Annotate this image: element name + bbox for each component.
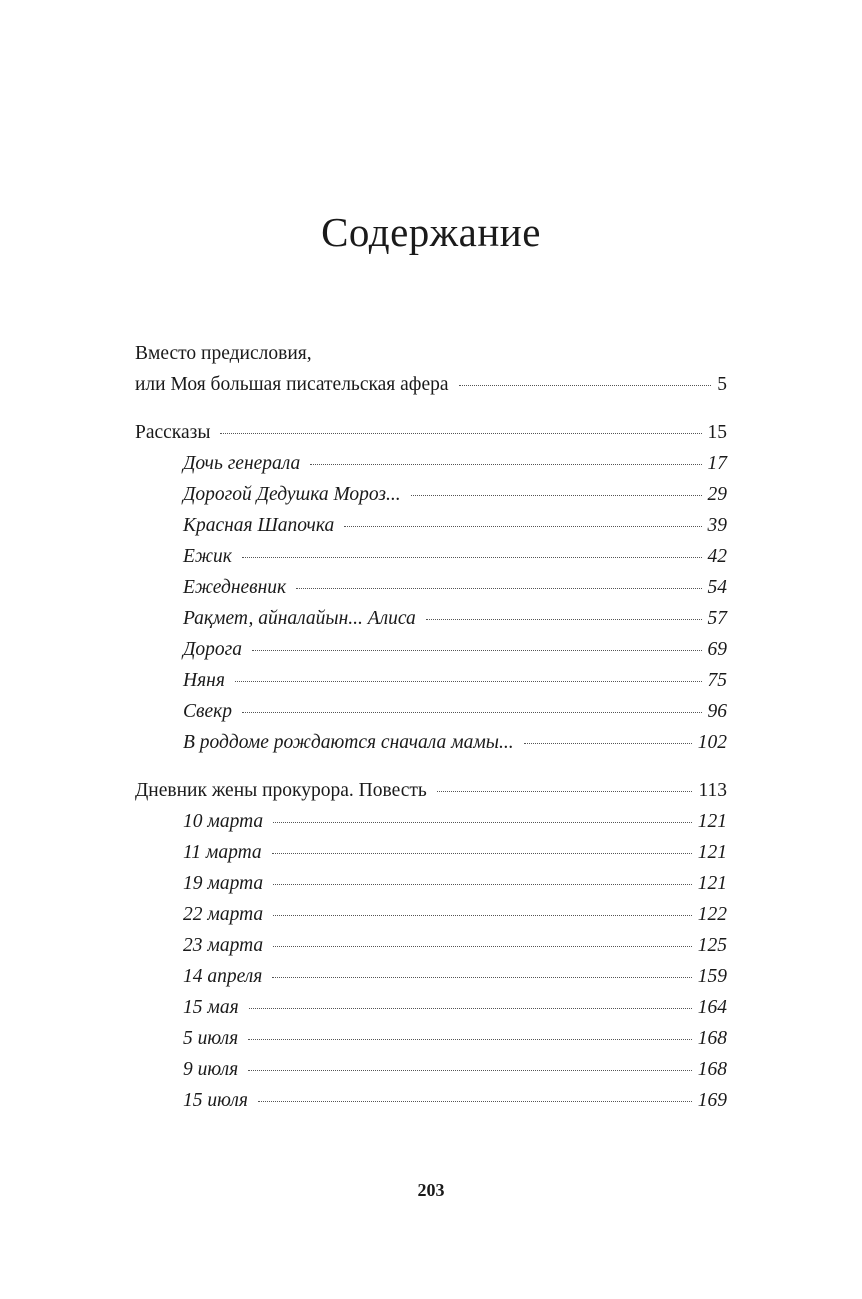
toc-entry[interactable] xyxy=(135,515,727,546)
toc-entry[interactable] xyxy=(135,701,727,732)
toc-intro-line2[interactable] xyxy=(135,374,727,405)
toc-entry[interactable] xyxy=(135,608,727,639)
dot-leader xyxy=(272,977,691,978)
toc-entry[interactable] xyxy=(135,577,727,608)
section-gap xyxy=(135,405,727,422)
toc-section-stories[interactable] xyxy=(135,422,727,453)
toc-page-number: 69 xyxy=(707,639,727,660)
toc-entry[interactable] xyxy=(135,997,727,1028)
toc-intro-label-line1: Вместо предисловия, xyxy=(135,343,312,364)
toc-section-label: Дневник жены прокурора. Повесть xyxy=(135,780,427,801)
toc-entry-label: 5 июля xyxy=(183,1028,239,1049)
toc-page-number: 75 xyxy=(707,670,727,691)
toc-page-number: 125 xyxy=(697,935,727,956)
toc-page-number: 39 xyxy=(707,515,727,536)
toc-entry-label: 23 марта xyxy=(183,935,264,956)
dot-leader xyxy=(437,791,693,792)
toc-entry-label: 15 мая xyxy=(183,997,239,1018)
toc-page-number: 121 xyxy=(697,811,727,832)
dot-leader xyxy=(411,495,702,496)
toc-page-number: 169 xyxy=(697,1090,727,1111)
toc-page-number: 164 xyxy=(697,997,727,1018)
toc-entry[interactable] xyxy=(135,935,727,966)
toc-entry-label: 10 марта xyxy=(183,811,264,832)
dot-leader xyxy=(524,743,692,744)
toc-page-number: 102 xyxy=(697,732,727,753)
dot-leader xyxy=(242,557,702,558)
toc-entry[interactable] xyxy=(135,639,727,670)
toc-section-label: Рассказы xyxy=(135,422,211,443)
dot-leader xyxy=(249,1008,692,1009)
toc-intro-line1 xyxy=(135,343,727,374)
toc-entry-label: Няня xyxy=(183,670,225,691)
dot-leader xyxy=(248,1039,692,1040)
toc-page-number: 57 xyxy=(707,608,727,629)
toc-page-number: 54 xyxy=(707,577,727,598)
toc-page-number: 96 xyxy=(707,701,727,722)
toc-page-number: 17 xyxy=(707,453,727,474)
toc-entry[interactable] xyxy=(135,1059,727,1090)
toc-entry[interactable] xyxy=(135,842,727,873)
toc-page-number: 121 xyxy=(697,842,727,863)
toc-entry-label: Красная Шапочка xyxy=(183,515,335,536)
toc-entry[interactable] xyxy=(135,670,727,701)
toc-page-number: 113 xyxy=(698,780,727,801)
toc-entry[interactable] xyxy=(135,453,727,484)
toc-entry[interactable] xyxy=(135,1028,727,1059)
toc-section-diary[interactable] xyxy=(135,780,727,811)
dot-leader xyxy=(273,946,692,947)
toc-entry[interactable] xyxy=(135,546,727,577)
toc-page-number: 168 xyxy=(697,1059,727,1080)
toc-page-number: 15 xyxy=(707,422,727,443)
section-gap xyxy=(135,763,727,780)
page-title: Содержание xyxy=(321,209,541,255)
table-of-contents xyxy=(135,343,727,1121)
dot-leader xyxy=(344,526,701,527)
dot-leader xyxy=(258,1101,692,1102)
toc-entry[interactable] xyxy=(135,873,727,904)
dot-leader xyxy=(310,464,701,465)
toc-entry-label: 19 марта xyxy=(183,873,264,894)
toc-entry[interactable] xyxy=(135,811,727,842)
dot-leader xyxy=(248,1070,692,1071)
toc-entry-label: 22 марта xyxy=(183,904,264,925)
toc-page-number: 168 xyxy=(697,1028,727,1049)
toc-entry-label: В роддоме рождаются сначала мамы... xyxy=(183,732,514,753)
dot-leader xyxy=(426,619,702,620)
toc-entry[interactable] xyxy=(135,1090,727,1121)
toc-page-number: 29 xyxy=(707,484,727,505)
toc-page-number: 42 xyxy=(707,546,727,567)
dot-leader xyxy=(273,915,692,916)
toc-entry-label: 15 июля xyxy=(183,1090,248,1111)
toc-page-number: 159 xyxy=(697,966,727,987)
toc-entry-label: 9 июля xyxy=(183,1059,239,1080)
dot-leader xyxy=(459,385,712,386)
toc-entry[interactable] xyxy=(135,732,727,763)
dot-leader xyxy=(235,681,702,682)
page-number-footer: 203 xyxy=(417,1180,445,1200)
toc-entry-label: Ежедневник xyxy=(183,577,287,598)
toc-page-number: 122 xyxy=(697,904,727,925)
dot-leader xyxy=(252,650,701,651)
toc-entry-label: Ежик xyxy=(183,546,232,567)
toc-entry-label: Свекр xyxy=(183,701,232,722)
toc-entry-label: Дорогой Дедушка Мороз... xyxy=(183,484,401,505)
dot-leader xyxy=(296,588,701,589)
toc-entry-label: Рақмет, айналайын... Алиса xyxy=(183,608,416,629)
dot-leader xyxy=(272,853,692,854)
toc-entry[interactable] xyxy=(135,484,727,515)
toc-entry[interactable] xyxy=(135,966,727,997)
toc-intro-label-line2: или Моя большая писательская афера xyxy=(135,374,449,395)
toc-entry[interactable] xyxy=(135,904,727,935)
toc-entry-label: Дочь генерала xyxy=(183,453,301,474)
toc-entry-label: 11 марта xyxy=(183,842,262,863)
dot-leader xyxy=(220,433,701,434)
dot-leader xyxy=(242,712,702,713)
toc-page-number: 121 xyxy=(697,873,727,894)
dot-leader xyxy=(273,822,692,823)
toc-page-number: 5 xyxy=(717,374,727,395)
dot-leader xyxy=(273,884,692,885)
toc-entry-label: 14 апреля xyxy=(183,966,263,987)
toc-entry-label: Дорога xyxy=(183,639,243,660)
